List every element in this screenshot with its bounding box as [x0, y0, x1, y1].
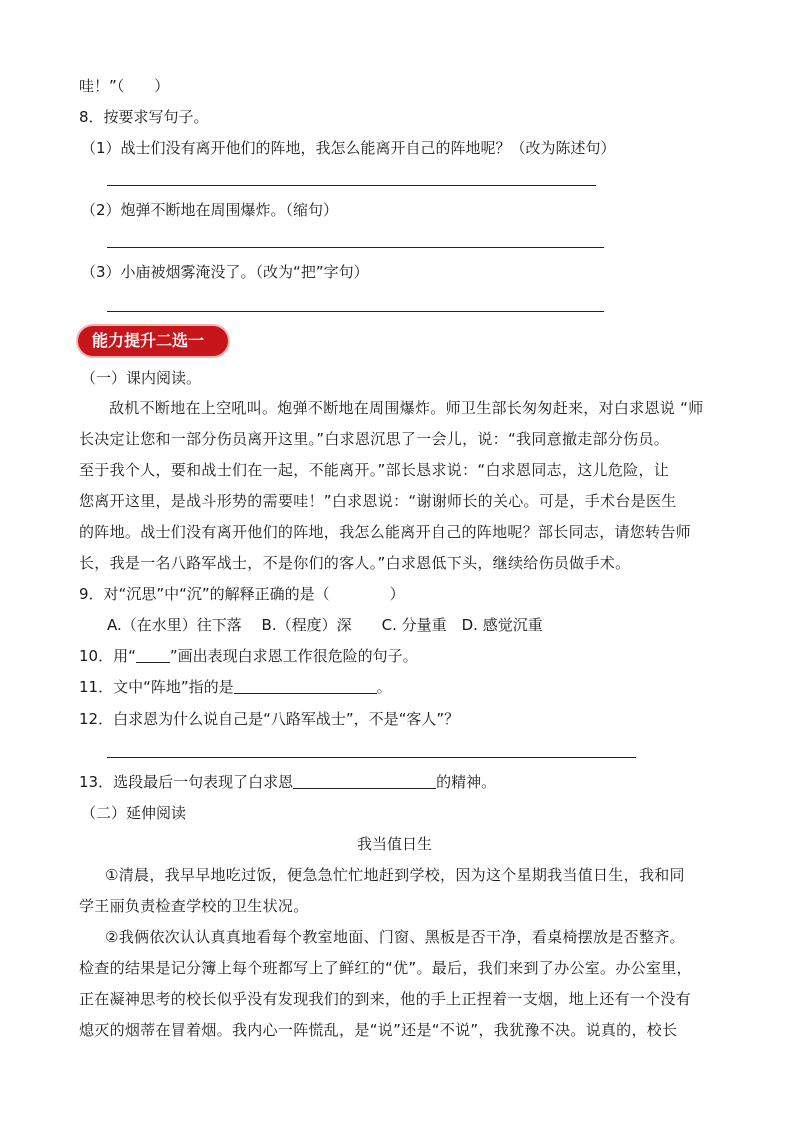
reading2-para-line: 学王丽负责检查学校的卫生状况。	[79, 897, 309, 915]
q11-text-start: 11．文中“阵地”指的是	[79, 678, 234, 696]
q8-2-answer-line[interactable]	[107, 247, 604, 248]
q10-underline-sample	[136, 647, 170, 663]
carry-over-line: 哇！”（ ）	[79, 77, 170, 95]
q12-text: 12．白求恩为什么说自己是“八路军战士”，不是“客人”？	[79, 710, 460, 728]
reading1-heading: （一）课内阅读。	[81, 369, 202, 387]
q13-text-end: 的精神。	[436, 773, 497, 791]
section-badge	[78, 326, 228, 356]
reading2-para-line: 熄灭的烟蒂在冒着烟。我内心一阵慌乱，是“说”还是“不说”，我犹豫不决。说真的，校长	[79, 1021, 678, 1039]
q9-text: 9．对“沉思”中“沉”的解释正确的是（ ）	[79, 585, 405, 603]
q13-answer-blank[interactable]	[293, 773, 436, 789]
q11-text	[79, 677, 392, 697]
q8-3-answer-line[interactable]	[107, 311, 604, 312]
q10-text	[79, 646, 418, 666]
q8-title: 8．按要求写句子。	[79, 108, 209, 126]
q13-text	[79, 772, 496, 792]
q8-1-text: （1）战士们没有离开他们的阵地，我怎么能离开自己的阵地呢？（改为陈述句）	[81, 139, 616, 157]
q8-1-answer-line[interactable]	[107, 185, 596, 186]
reading1-para-line: 长决定让您和一部分伤员离开这里。”白求恩沉思了一会儿，说：“我同意撤走部分伤员。	[79, 430, 670, 448]
q11-text-end: 。	[376, 678, 392, 696]
reading1-para-line: 您离开这里，是战斗形势的需要哇！”白求恩说：“谢谢师长的关心。可是，手术台是医生	[79, 492, 677, 510]
reading1-para-line: 至于我个人，要和战士们在一起，不能离开。”部长恳求说：“白求恩同志，这儿危险，让	[79, 461, 670, 479]
reading1-para-line: 长，我是一名八路军战士，不是你们的客人。”白求恩低下头，继续给伤员做手术。	[79, 554, 631, 572]
section-badge-label: 能力提升二选一	[92, 331, 205, 350]
q11-answer-blank[interactable]	[234, 678, 377, 694]
q13-text-start: 13．选段最后一句表现了白求恩	[79, 773, 294, 791]
reading2-para-line: ①清晨，我早早地吃过饭，便急急忙忙地赶到学校，因为这个星期我当值日生，我和同	[105, 866, 685, 884]
q9-options: A.（在水里）往下落 B.（程度）深 C. 分量重 D. 感觉沉重	[107, 616, 543, 634]
reading2-heading: （二）延伸阅读	[81, 804, 187, 822]
reading2-title: 我当值日生	[357, 835, 433, 853]
reading2-para-line: 正在凝神思考的校长似乎没有发现我们的到来，他的手上正捏着一支烟，地上还有一个没有	[79, 990, 692, 1008]
reading1-para-line: 的阵地。战士们没有离开他们的阵地，我怎么能离开自己的阵地呢？部长同志，请您转告师	[79, 523, 692, 541]
reading2-para-line: 检查的结果是记分簿上每个班都写上了鲜红的“优”。最后，我们来到了办公室。办公室里，	[79, 959, 692, 977]
reading2-para-line: ②我俩依次认认真真地看每个教室地面、门窗、黑板是否干净，看桌椅摆放是否整齐。	[105, 928, 685, 946]
q10-text-end: ”画出表现白求恩工作很危险的句子。	[169, 647, 418, 665]
q8-3-text: （3）小庙被烟雾淹没了。（改为“把”字句）	[81, 263, 369, 281]
q12-answer-line[interactable]	[107, 757, 636, 758]
q8-2-text: （2）炮弹不断地在周围爆炸。（缩句）	[81, 201, 339, 219]
reading1-para-line: 敌机不断地在上空吼叫。炮弹不断地在周围爆炸。师卫生部长匆匆赶来，对白求恩说 “师	[109, 399, 704, 417]
q10-text-start: 10．用“	[79, 647, 136, 665]
